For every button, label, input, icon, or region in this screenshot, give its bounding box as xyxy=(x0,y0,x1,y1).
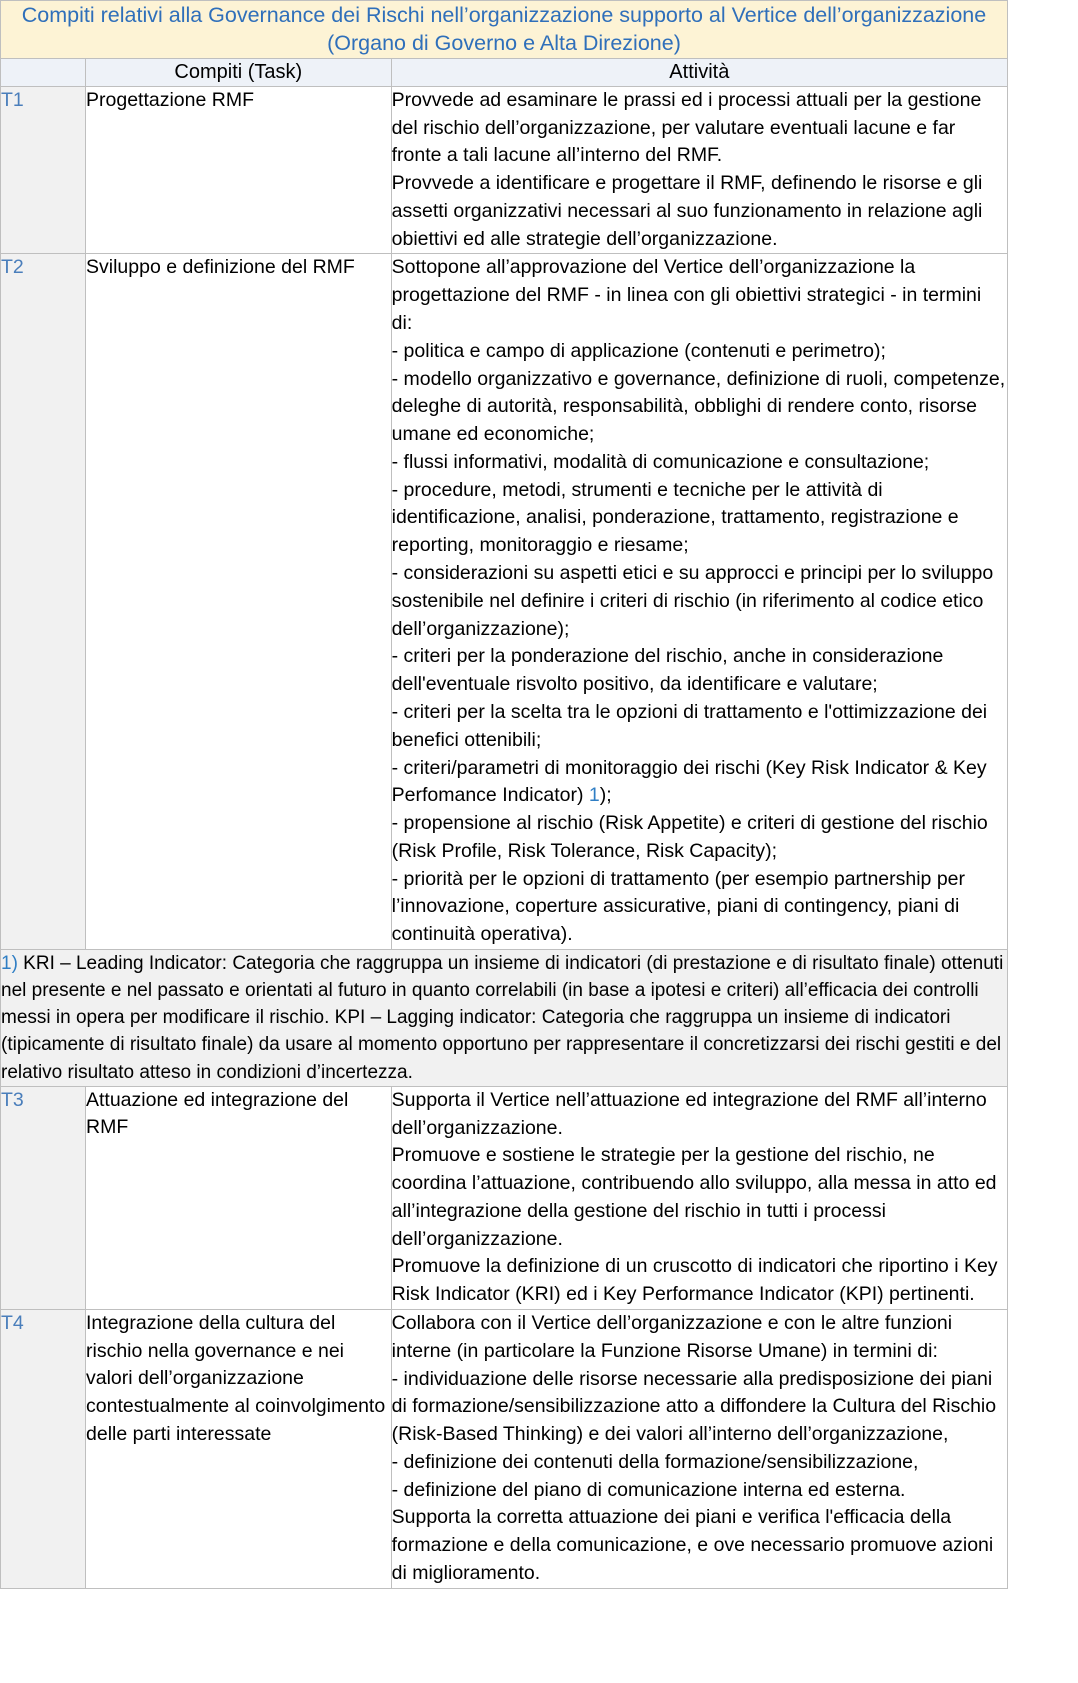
table-header-row xyxy=(1,58,1008,86)
table-row xyxy=(1,86,1008,254)
activity-paragraph: Provvede a identificare e progettare il RMF, definendo le risorse e gli assetti organizzativi necessari al suo funzionamento in relazione agli obiettivi ed alle strategie dell’organizzazione. xyxy=(391,172,983,250)
footnote-marker: 1) xyxy=(1,952,18,974)
activity-paragraph: - definizione dei contenuti della formazione/sensibilizzazione, xyxy=(391,1450,919,1473)
activity-paragraph: - propensione al rischio (Risk Appetite) e criteri di gestione del rischio (Risk Profile, Risk Tolerance, Risk Capacity); xyxy=(391,812,988,862)
row-task-t4: Integrazione della cultura del rischio nella governance e nei valori dell’organizzazione contestualmente al coinvolgimento delle parti interessate xyxy=(86,1310,392,1589)
activity-paragraph: Promuove la definizione di un cruscotto di indicatori che riportino i Key Risk Indicator (KRI) ed i Key Performance Indicator (KPI) pertinenti. xyxy=(391,1255,998,1306)
row-activity-t1 xyxy=(391,86,1007,254)
row-activity-t4 xyxy=(391,1310,1007,1589)
footnote-body: KRI – Leading Indicator: Categoria che raggruppa un insieme di indicatori (di prestazione e di risultato finale) ottenuti nel presente e nel passato e orientati al futuro in quanto correlabili (in base a ipotesi e criteri) all’efficacia dei controlli messi in opera per modificare il rischio. KPI – Lagging indicator: Categoria che raggruppa un insieme di indicatori (tipicamente di risultato finale) da usare al momento opportuno per rappresentare il concretizzarsi dei rischi gestiti e del relativo risultato atteso in condizioni d’incertezza. xyxy=(1,952,1004,1083)
footnote-text xyxy=(1,950,1007,1086)
table-title-line-1: Compiti relativi alla Governance dei Rischi nell’organizzazione supporto al Vertice dell’organizzazione xyxy=(21,3,987,27)
row-task-t3: Attuazione ed integrazione del RMF xyxy=(86,1086,392,1309)
activity-paragraph: Supporta la corretta attuazione dei piani e verifica l'efficacia della formazione e della comunicazione, e ove necessario promuove azioni di miglioramento. xyxy=(391,1506,994,1585)
activity-paragraph: - modello organizzativo e governance, definizione di ruoli, competenze, deleghe di autorità, responsabilità, obblighi di rendere conto, risorse umane ed economiche; xyxy=(391,367,1006,446)
activity-paragraph: - priorità per le opzioni di trattamento (per esempio partnership per l’innovazione, coperture assicurative, piani di contingency, piani di continuità operativa). xyxy=(391,867,966,946)
column-header-activity: Attività xyxy=(391,58,1007,86)
activity-paragraph: - criteri per la scelta tra le opzioni di trattamento e l'ottimizzazione dei benefici ottenibili; xyxy=(391,700,988,751)
activity-paragraph: Sottopone all’approvazione del Vertice dell’organizzazione la progettazione del RMF - in linea con gli obiettivi strategici - in termini di: xyxy=(391,256,982,334)
activity-paragraph: - politica e campo di applicazione (contenuti e perimetro); xyxy=(391,339,886,362)
row-activity-t2 xyxy=(391,254,1007,950)
row-id-t4: T4 xyxy=(1,1310,86,1589)
activity-paragraph: - flussi informativi, modalità di comunicazione e consultazione; xyxy=(391,450,930,473)
activity-paragraph: Supporta il Vertice nell’attuazione ed integrazione del RMF all’interno dell’organizzazione. xyxy=(391,1088,987,1139)
table-row xyxy=(1,1310,1008,1589)
footnote-line-before: - criteri/parametri di monitoraggio dei rischi (Key Risk Indicator & Key Perfomance Indicator) xyxy=(391,756,987,807)
footnote-block xyxy=(1,949,1008,1086)
table-title xyxy=(1,1,1008,59)
activity-paragraph: - definizione del piano di comunicazione interna ed esterna. xyxy=(391,1478,906,1501)
table-title-line-2: (Organo di Governo e Alta Direzione) xyxy=(327,31,681,56)
table-title-row xyxy=(1,1,1008,59)
row-activity-t3 xyxy=(391,1086,1007,1309)
activity-paragraph: - considerazioni su aspetti etici e su approcci e principi per lo sviluppo sostenibile nel definire i criteri di rischio (in riferimento al codice etico dell’organizzazione); xyxy=(391,562,994,640)
row-id-t2: T2 xyxy=(1,254,86,950)
activity-paragraph: - individuazione delle risorse necessarie alla predisposizione dei piani di formazione/sensibilizzazione atto a diffondere la Cultura del Rischio (Risk-Based Thinking) e dei valori all’interno dell’organizzazione, xyxy=(391,1367,997,1446)
activity-paragraph: Collabora con il Vertice dell’organizzazione e con le altre funzioni interne (in particolare la Funzione Risorse Umane) in termini di: xyxy=(391,1312,953,1362)
row-id-t3: T3 xyxy=(1,1086,86,1309)
row-id-t1: T1 xyxy=(1,86,86,254)
footnote-line-after: ); xyxy=(599,784,612,807)
row-task-t2: Sviluppo e definizione del RMF xyxy=(86,254,392,950)
activity-paragraph: - criteri per la ponderazione del rischio, anche in considerazione dell'eventuale risvolto positivo, da identificare e valutare; xyxy=(391,645,944,696)
row-task-t1: Progettazione RMF xyxy=(86,86,392,254)
table-row xyxy=(1,1086,1008,1309)
activity-paragraph: Provvede ad esaminare le prassi ed i processi attuali per la gestione del rischio dell’organizzazione, per valutare eventuali lacune e far fronte a tali lacune all’interno del RMF. xyxy=(391,88,982,167)
table-row xyxy=(1,254,1008,950)
activity-paragraph: - procedure, metodi, strumenti e tecniche per le attività di identificazione, analisi, ponderazione, trattamento, registrazione e reporting, monitoraggio e riesame; xyxy=(391,478,959,557)
footnote-row xyxy=(1,949,1008,1086)
column-header-task: Compiti (Task) xyxy=(86,58,392,86)
activity-paragraph-with-footnote xyxy=(392,755,1007,811)
footnote-reference-1[interactable]: 1 xyxy=(588,784,600,807)
activity-paragraph: Promuove e sostiene le strategie per la gestione del rischio, ne coordina l’attuazione, contribuendo allo sviluppo, alla messa in atto ed all’integrazione della gestione del rischio in tutti i processi dell’organizzazione. xyxy=(391,1144,997,1250)
column-header-id xyxy=(1,58,86,86)
